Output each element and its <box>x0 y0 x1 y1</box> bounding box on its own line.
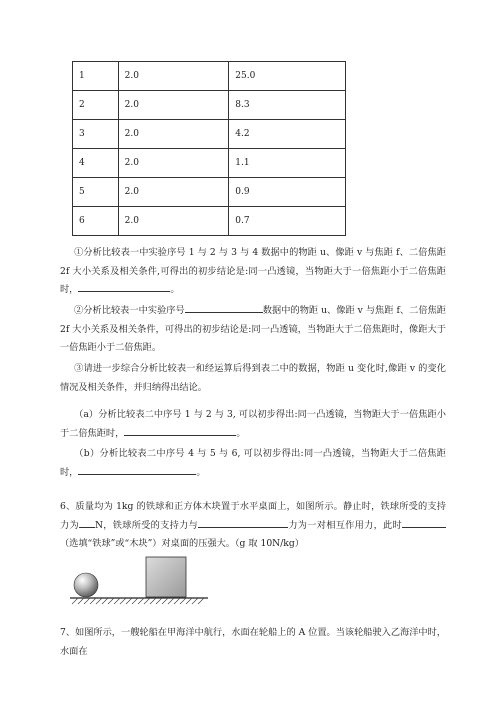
distance-cell: 0.9 <box>229 178 346 207</box>
row-index-cell: 4 <box>73 149 119 178</box>
distance-cell: 0.7 <box>229 207 346 236</box>
question-3b-end: 。 <box>196 466 206 478</box>
focal-length-cell: 2.0 <box>118 120 229 149</box>
surface-hatching <box>72 598 204 604</box>
focal-length-cell: 2.0 <box>118 149 229 178</box>
question-3b <box>60 445 446 482</box>
row-index-cell: 3 <box>73 120 119 149</box>
table-row <box>73 120 346 149</box>
question-6-text-c: 力为一对相互作用力，此时 <box>288 519 403 531</box>
table-row <box>73 62 346 91</box>
wood-block <box>146 557 186 597</box>
question-1-end: 。 <box>170 284 180 295</box>
ball-and-block-figure <box>68 555 218 611</box>
answer-blank[interactable] <box>185 312 263 313</box>
row-index-cell: 1 <box>73 62 119 91</box>
distance-cell: 8.3 <box>229 91 346 120</box>
answer-blank[interactable] <box>78 474 196 475</box>
distance-cell: 4.2 <box>229 120 346 149</box>
row-index-cell: 6 <box>73 207 119 236</box>
question-1 <box>60 244 446 300</box>
data-table <box>72 61 346 236</box>
answer-blank[interactable] <box>124 435 236 436</box>
question-3b-text: （b）分析比较表二中序号 4 与 5 与 6, 可以初步得出:同一凸透镜，当物距大于二倍焦距时， <box>60 448 446 478</box>
table-row <box>73 149 346 178</box>
focal-length-cell: 2.0 <box>118 207 229 236</box>
row-index-cell: 5 <box>73 178 119 207</box>
question-7 <box>60 624 446 661</box>
answer-blank[interactable] <box>198 527 288 528</box>
question-2-text: ②分析比较表一中实验序号 <box>74 305 185 316</box>
answer-blank[interactable] <box>79 527 95 528</box>
answer-blank[interactable] <box>78 291 170 292</box>
distance-cell: 25.0 <box>229 62 346 91</box>
focal-length-cell: 2.0 <box>118 91 229 120</box>
question-3 <box>60 360 446 397</box>
question-6-text: 6、质量均为 1kg 的铁球和正方体木块置于水平桌面上，如图所示。静止时，铁球所受的支持力为 <box>60 501 446 531</box>
question-2 <box>60 302 446 358</box>
question-6-text-b: N，铁球所受的支持力与 <box>94 519 199 531</box>
question-1-text: ①分析比较表一中实验序号 1 与 2 与 3 与 4 数据中的物距 u、像距 v 与焦距 f、二倍焦距 2f 大小关系及相关条件,可得出的初步结论是:同一凸透镜，当物距大于一倍焦距小于二倍焦距时， <box>60 247 446 295</box>
table-row <box>73 178 346 207</box>
row-index-cell: 2 <box>73 91 119 120</box>
question-3a-end: 。 <box>236 427 246 439</box>
question-7-text: 7、如图所示，一艘轮船在甲海洋中航行，水面在轮船上的 A 位置。当该轮船驶入乙海洋中时，水面在 <box>60 627 446 657</box>
table-row <box>73 91 346 120</box>
question-3-text: ③请进一步综合分析比较表一和经运算后得到表二中的数据，物距 u 变化时,像距 v 的变化情况及相关条件，并归纳得出结论。 <box>60 363 446 393</box>
focal-length-cell: 2.0 <box>118 62 229 91</box>
question-6-text-d: （选填“铁球”或“木块”）对桌面的压强大。（g 取 10N/kg） <box>60 538 304 549</box>
question-6 <box>60 498 446 554</box>
question-3a-text: （a）分析比较表二中序号 1 与 2 与 3, 可以初步得出:同一凸透镜，当物距大于一倍焦距小于二倍焦距时， <box>60 409 446 439</box>
answer-blank[interactable] <box>402 527 446 528</box>
question-3a <box>60 406 446 443</box>
question-2-text-end: 数据中的物距 u、像距 v 与焦距 f、二倍焦距 2f 大小关系及相关条件，可得出的初步结论是:同一凸透镜，当物距大于二倍焦距时，像距大于一倍焦距小于二倍焦距。 <box>60 305 446 353</box>
iron-ball <box>74 573 98 597</box>
table-row <box>73 207 346 236</box>
distance-cell: 1.1 <box>229 149 346 178</box>
focal-length-cell: 2.0 <box>118 178 229 207</box>
